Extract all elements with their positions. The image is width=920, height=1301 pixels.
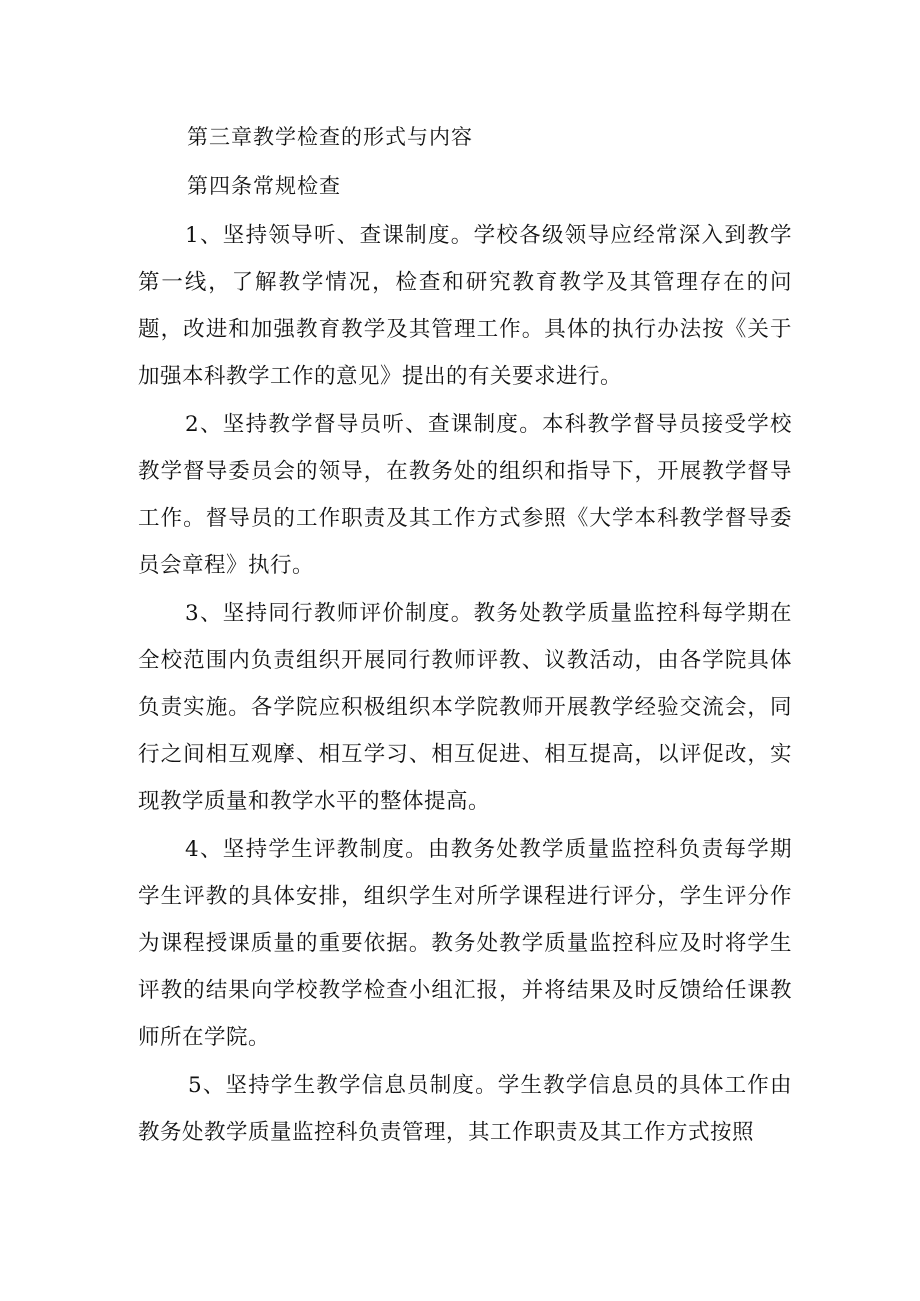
paragraph-5: 5、坚持学生教学信息员制度。学生教学信息员的具体工作由教务处教学质量监控科负责管理，其工作职责及其工作方式按照 xyxy=(138,1073,792,1145)
paragraph-4: 4、坚持学生评教制度。由教务处教学质量监控科负责每学期学生评教的具体安排，组织学生对所学课程进行评分，学生评分作为课程授课质量的重要依据。教务处教学质量监控科应及时将学生评教的结果向学校教学检查小组汇报，并将结果及时反馈给任课教师所在学院。 xyxy=(138,837,792,1050)
chapter-title: 第三章教学检查的形式与内容 xyxy=(187,125,473,149)
paragraph-3: 3、坚持同行教师评价制度。教务处教学质量监控科每学期在全校范围内负责组织开展同行教师评教、议教活动，由各学院具体负责实施。各学院应积极组织本学院教师开展教学经验交流会，同行之间相互观摩、相互学习、相互促进、相互提高，以评促改，实现教学质量和教学水平的整体提高。 xyxy=(138,601,792,814)
paragraph-2: 2、坚持教学督导员听、查课制度。本科教学督导员接受学校教学督导委员会的领导，在教务处的组织和指导下，开展教学督导工作。督导员的工作职责及其工作方式参照《大学本科教学督导委员会章程》执行。 xyxy=(138,412,792,578)
paragraph-1: 1、坚持领导听、查课制度。学校各级领导应经常深入到教学第一线，了解教学情况，检查和研究教育教学及其管理存在的问题，改进和加强教育教学及其管理工作。具体的执行办法按《关于加强本科教学工作的意见》提出的有关要求进行。 xyxy=(138,223,792,389)
article-title: 第四条常规检查 xyxy=(187,174,341,198)
